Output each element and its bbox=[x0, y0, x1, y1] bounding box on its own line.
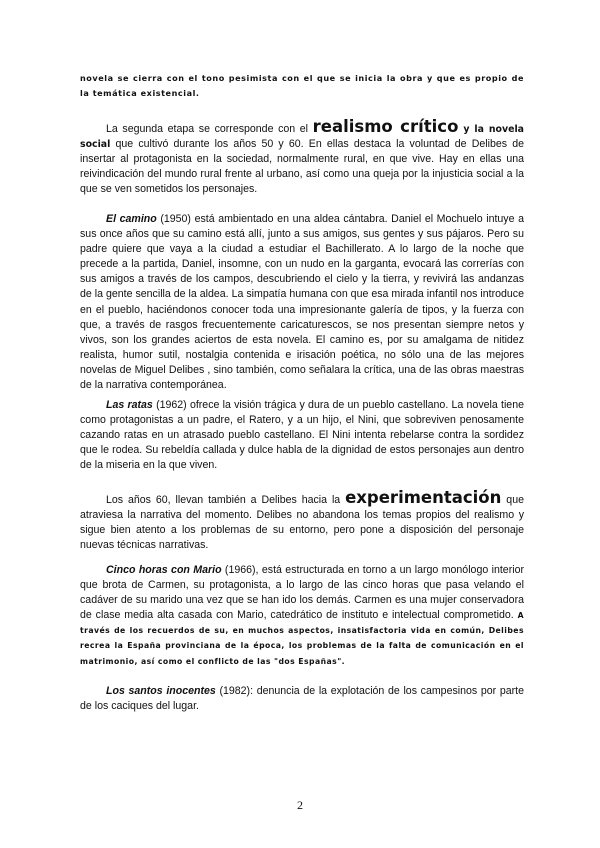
paragraph-las-ratas bbox=[80, 398, 524, 473]
realismo-critico-heading: realismo crítico bbox=[312, 117, 459, 136]
santos-inocentes-title: Los santos inocentes bbox=[106, 685, 216, 697]
anos60-lead: Los años 60, llevan también a Delibes hacia la bbox=[106, 494, 346, 506]
page-number: 2 bbox=[297, 798, 303, 812]
el-camino-text: (1950) está ambientado en una aldea cántabra. Daniel el Mochuelo intuye a sus once años que su camino está allí, junto a sus amigos, sus gentes y sus pájaros. Pero su padre quiere que vaya a la ciudad a estudiar el Bachillerato. A lo largo de la noche que precede a la partida, Daniel, insomne, con un nudo en la garganta, evocará las correrías con sus amigos a través de los campos, descubriendo el cielo y la tierra, y revivirá las andanzas de la gente sencilla de la aldea. La simpatía humana con que esa mirada infantil nos introduce en el pueblo, haciéndonos conocer toda una impresionante galería de tipos, y la fuerza con que, a través de rasgos frecuentemente caricaturescos, se nos presentan siempre netos y vivos, son los grandes aciertos de esta novela. El camino es, por su amalgama de nitidez realista, humor sutil, nostalgia contenida e irisación poética, no sólo una de las mejores novelas de Miguel Delibes , sino también, como señalara la crítica, una de las obras maestras de la narrativa contemporánea. bbox=[80, 213, 524, 392]
segunda-rest: que cultivó durante los años 50 y 60. En ellas destaca la voluntad de Delibes de insertar al protagonista en la sociedad, normalmente rural, en que vive. Hay en ellas una reivindicación del mundo rural frente al urbano, así como una queja por la injusticia social a la que se ven sometidos los personajes. bbox=[80, 138, 524, 196]
intro-fragment: novela se cierra con el tono pesimista con el que se inicia la obra y que es propio de la temática existencial. bbox=[80, 73, 524, 98]
anos60-rest: que atraviesa la narrativa del momento. Delibes no abandona los temas propios del realismo y sigue bien atento a los problemas de su entorno, pero pone a disposición del personaje nuevas técnicas narrativas. bbox=[80, 494, 524, 552]
las-ratas-text: (1962) ofrece la visión trágica y dura de un pueblo castellano. La novela tiene como protagonistas a un padre, el Ratero, y a un hijo, el Nini, que sobreviven penosamente cazando ratas en un atrasado pueblo castellano. El Nini intenta rebelarse contra la sordidez que le rodea. Su rebeldía callada y dulce habla de la dignidad de estos personajes aun dentro de la miseria en la que viven. bbox=[80, 399, 524, 472]
el-camino-title: El camino bbox=[106, 213, 157, 225]
santos-inocentes-text: (1982): denuncia de la explotación de los campesinos por parte de los caciques del lugar. bbox=[80, 685, 524, 713]
cinco-horas-title: Cinco horas con Mario bbox=[106, 564, 222, 576]
las-ratas-title: Las ratas bbox=[106, 399, 153, 411]
experimentacion-heading: experimentación bbox=[345, 488, 502, 507]
paragraph-segunda-etapa bbox=[80, 117, 524, 197]
novela-social-label: y la novela social bbox=[80, 124, 524, 151]
paragraph-el-camino bbox=[80, 212, 524, 393]
paragraph-cinco-horas bbox=[80, 563, 524, 669]
paragraph-anos-60 bbox=[80, 488, 524, 553]
paragraph-santos-inocentes bbox=[80, 684, 524, 714]
cinco-horas-text: (1966), está estructurada en torno a un largo monólogo interior que brota de Carmen, su protagonista, a lo largo de las cinco horas que pasa velando el cadáver de su marido una vez que se han ido los demás. Carmen es una mujer conservadora de clase media alta casada con Mario, catedrático de instituto e intelectual comprometido. bbox=[80, 564, 524, 622]
cinco-horas-small-text: A través de los recuerdos de su, en muchos aspectos, insatisfactoria vida en común, Delibes recrea la España provinciana de la época, los problemas de la falta de comunicación en el matrimonio, así como el conflicto de las "dos Españas". bbox=[80, 611, 524, 666]
segunda-lead: La segunda etapa se corresponde con el bbox=[106, 123, 313, 135]
